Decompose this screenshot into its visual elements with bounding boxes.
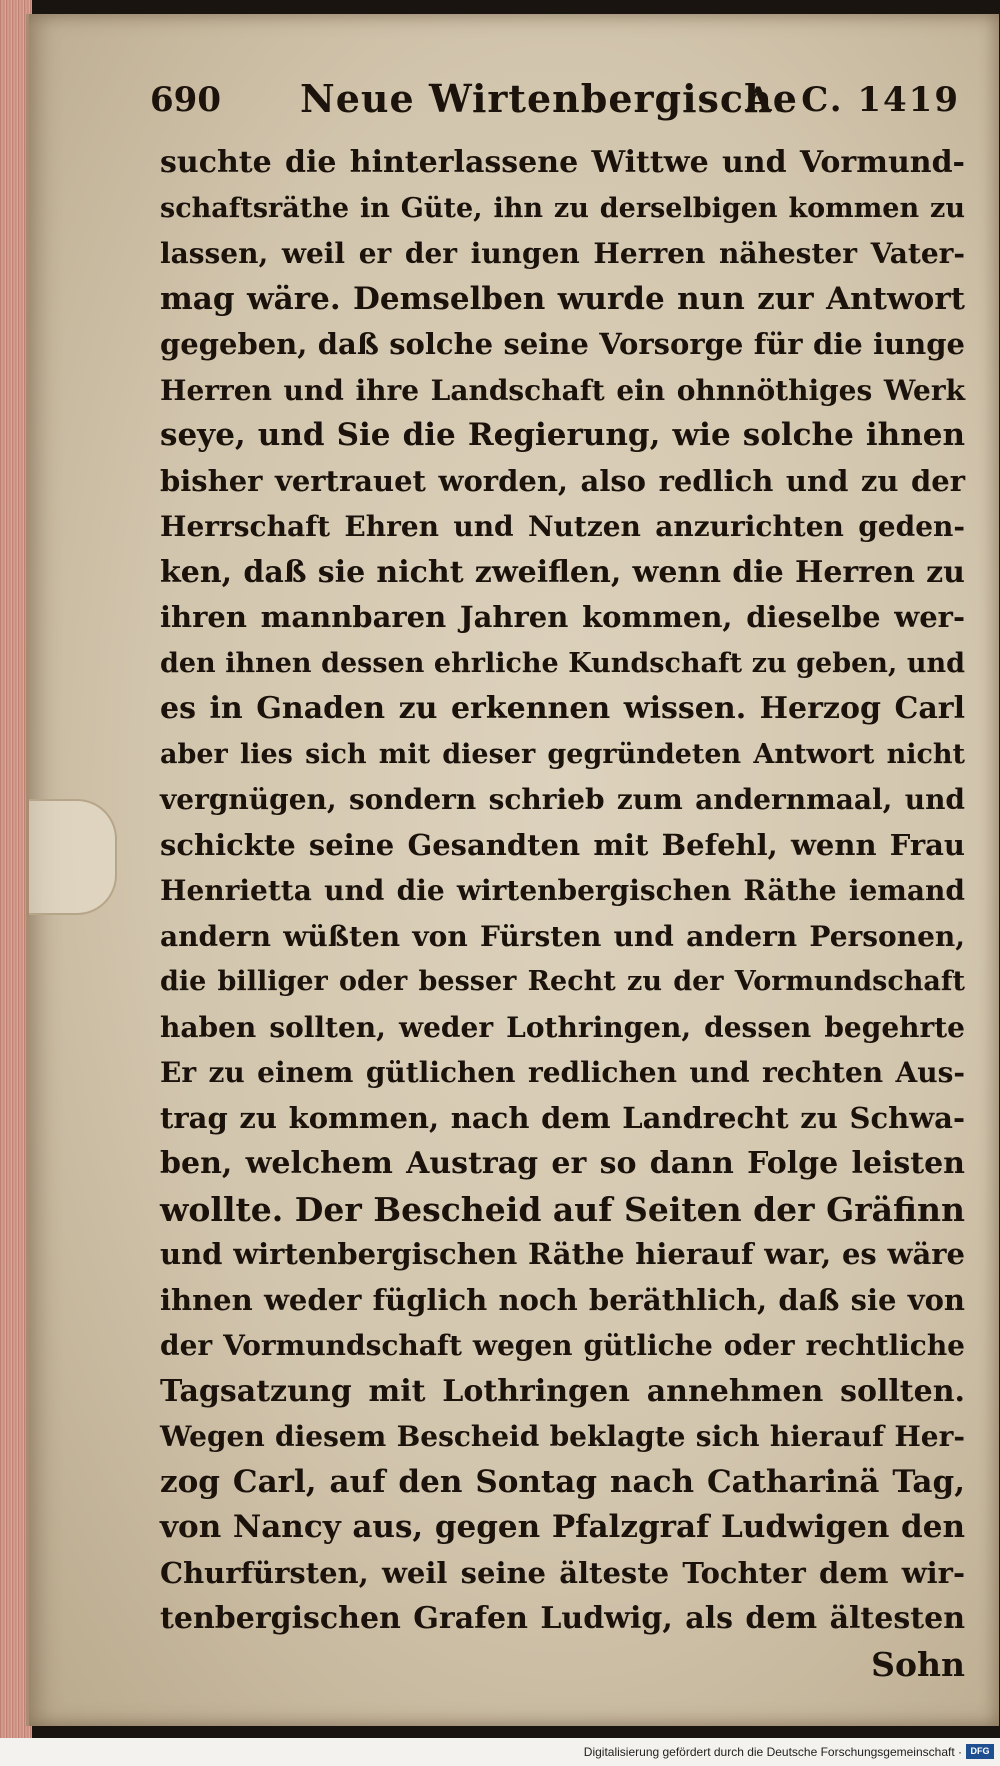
running-head: Neue Wirtenbergische	[300, 76, 798, 121]
text-line: vergnügen, sondern schrieb zum andernmaal, und	[160, 783, 965, 816]
text-line: gegeben, daß solche seine Vorsorge für die iunge	[160, 327, 965, 361]
text-line: ihnen weder füglich noch beräthlich, daß sie von	[160, 1282, 965, 1317]
text-line: bisher vertrauet worden, also redlich und zu der	[160, 463, 965, 498]
text-line: und wirtenbergischen Räthe hierauf war, es wäre	[160, 1237, 965, 1271]
body-text	[160, 140, 965, 1687]
text-line: trag zu kommen, nach dem Landrecht zu Schwa-	[160, 1100, 965, 1135]
text-line: Tagsatzung mit Lothringen annehmen sollten.	[160, 1373, 965, 1409]
text-line: den ihnen dessen ehrliche Kundschaft zu geben, und	[160, 647, 965, 679]
text-line: seye, und Sie die Regierung, wie solche ihnen	[160, 417, 965, 453]
text-line: ken, daß sie nicht zweiflen, wenn die Herren zu	[160, 554, 965, 590]
footer-credit: Digitalisierung gefördert durch die Deutsche Forschungsgemeinschaft ·	[583, 1745, 962, 1759]
text-line: es in Gnaden zu erkennen wissen. Herzog Carl	[160, 691, 965, 726]
dfg-logo: DFG	[966, 1744, 994, 1759]
text-line: Herrschaft Ehren und Nutzen anzurichten geden-	[160, 510, 965, 543]
text-line: aber lies sich mit dieser gegründeten Antwort nicht	[160, 738, 965, 770]
text-line: wollte. Der Bescheid auf Seiten der Gräfinn	[160, 1189, 965, 1229]
page-number: 690	[150, 80, 221, 120]
catchword: Sohn	[871, 1644, 965, 1684]
year-marker: A. C. 1419	[745, 80, 960, 120]
digitization-footer	[0, 1738, 1000, 1766]
text-line: haben sollten, weder Lothringen, dessen begehrte	[160, 1010, 965, 1044]
text-line: schickte seine Gesandten mit Befehl, wenn Frau	[160, 827, 965, 862]
text-line: von Nancy aus, gegen Pfalzgraf Ludwigen den	[160, 1509, 965, 1545]
text-line: Er zu einem gütlichen redlichen und rechten Aus-	[160, 1056, 965, 1089]
text-line: Herren und ihre Landschaft ein ohnnöthiges Werk	[160, 373, 965, 407]
text-line: Henrietta und die wirtenbergischen Räthe iemand	[160, 874, 965, 907]
text-line: Churfürsten, weil seine älteste Tochter dem wir-	[160, 1555, 965, 1590]
text-line: schaftsräthe in Güte, ihn zu derselbigen kommen zu	[160, 192, 965, 224]
text-line: ben, welchem Austrag er so dann Folge leisten	[160, 1146, 965, 1181]
text-line: andern wüßten von Fürsten und andern Personen,	[160, 919, 965, 953]
text-line: suchte die hinterlassene Wittwe und Vormund-	[160, 145, 965, 180]
text-line: zog Carl, auf den Sontag nach Catharinä Tag,	[160, 1463, 965, 1500]
text-line: lassen, weil er der iungen Herren nähester Vater-	[160, 237, 965, 270]
text-line: ihren mannbaren Jahren kommen, dieselbe wer-	[160, 600, 965, 634]
page-tab	[29, 799, 117, 915]
text-line: der Vormundschaft wegen gütliche oder rechtliche	[160, 1329, 965, 1362]
text-line: mag wäre. Demselben wurde nun zur Antwort	[160, 280, 965, 317]
text-line: Wegen diesem Bescheid beklagte sich hierauf Her-	[160, 1420, 965, 1453]
page-header	[150, 70, 960, 130]
text-line: die billiger oder besser Recht zu der Vormundschaft	[160, 966, 965, 997]
text-line: tenbergischen Grafen Ludwig, als dem ältesten	[160, 1601, 965, 1636]
